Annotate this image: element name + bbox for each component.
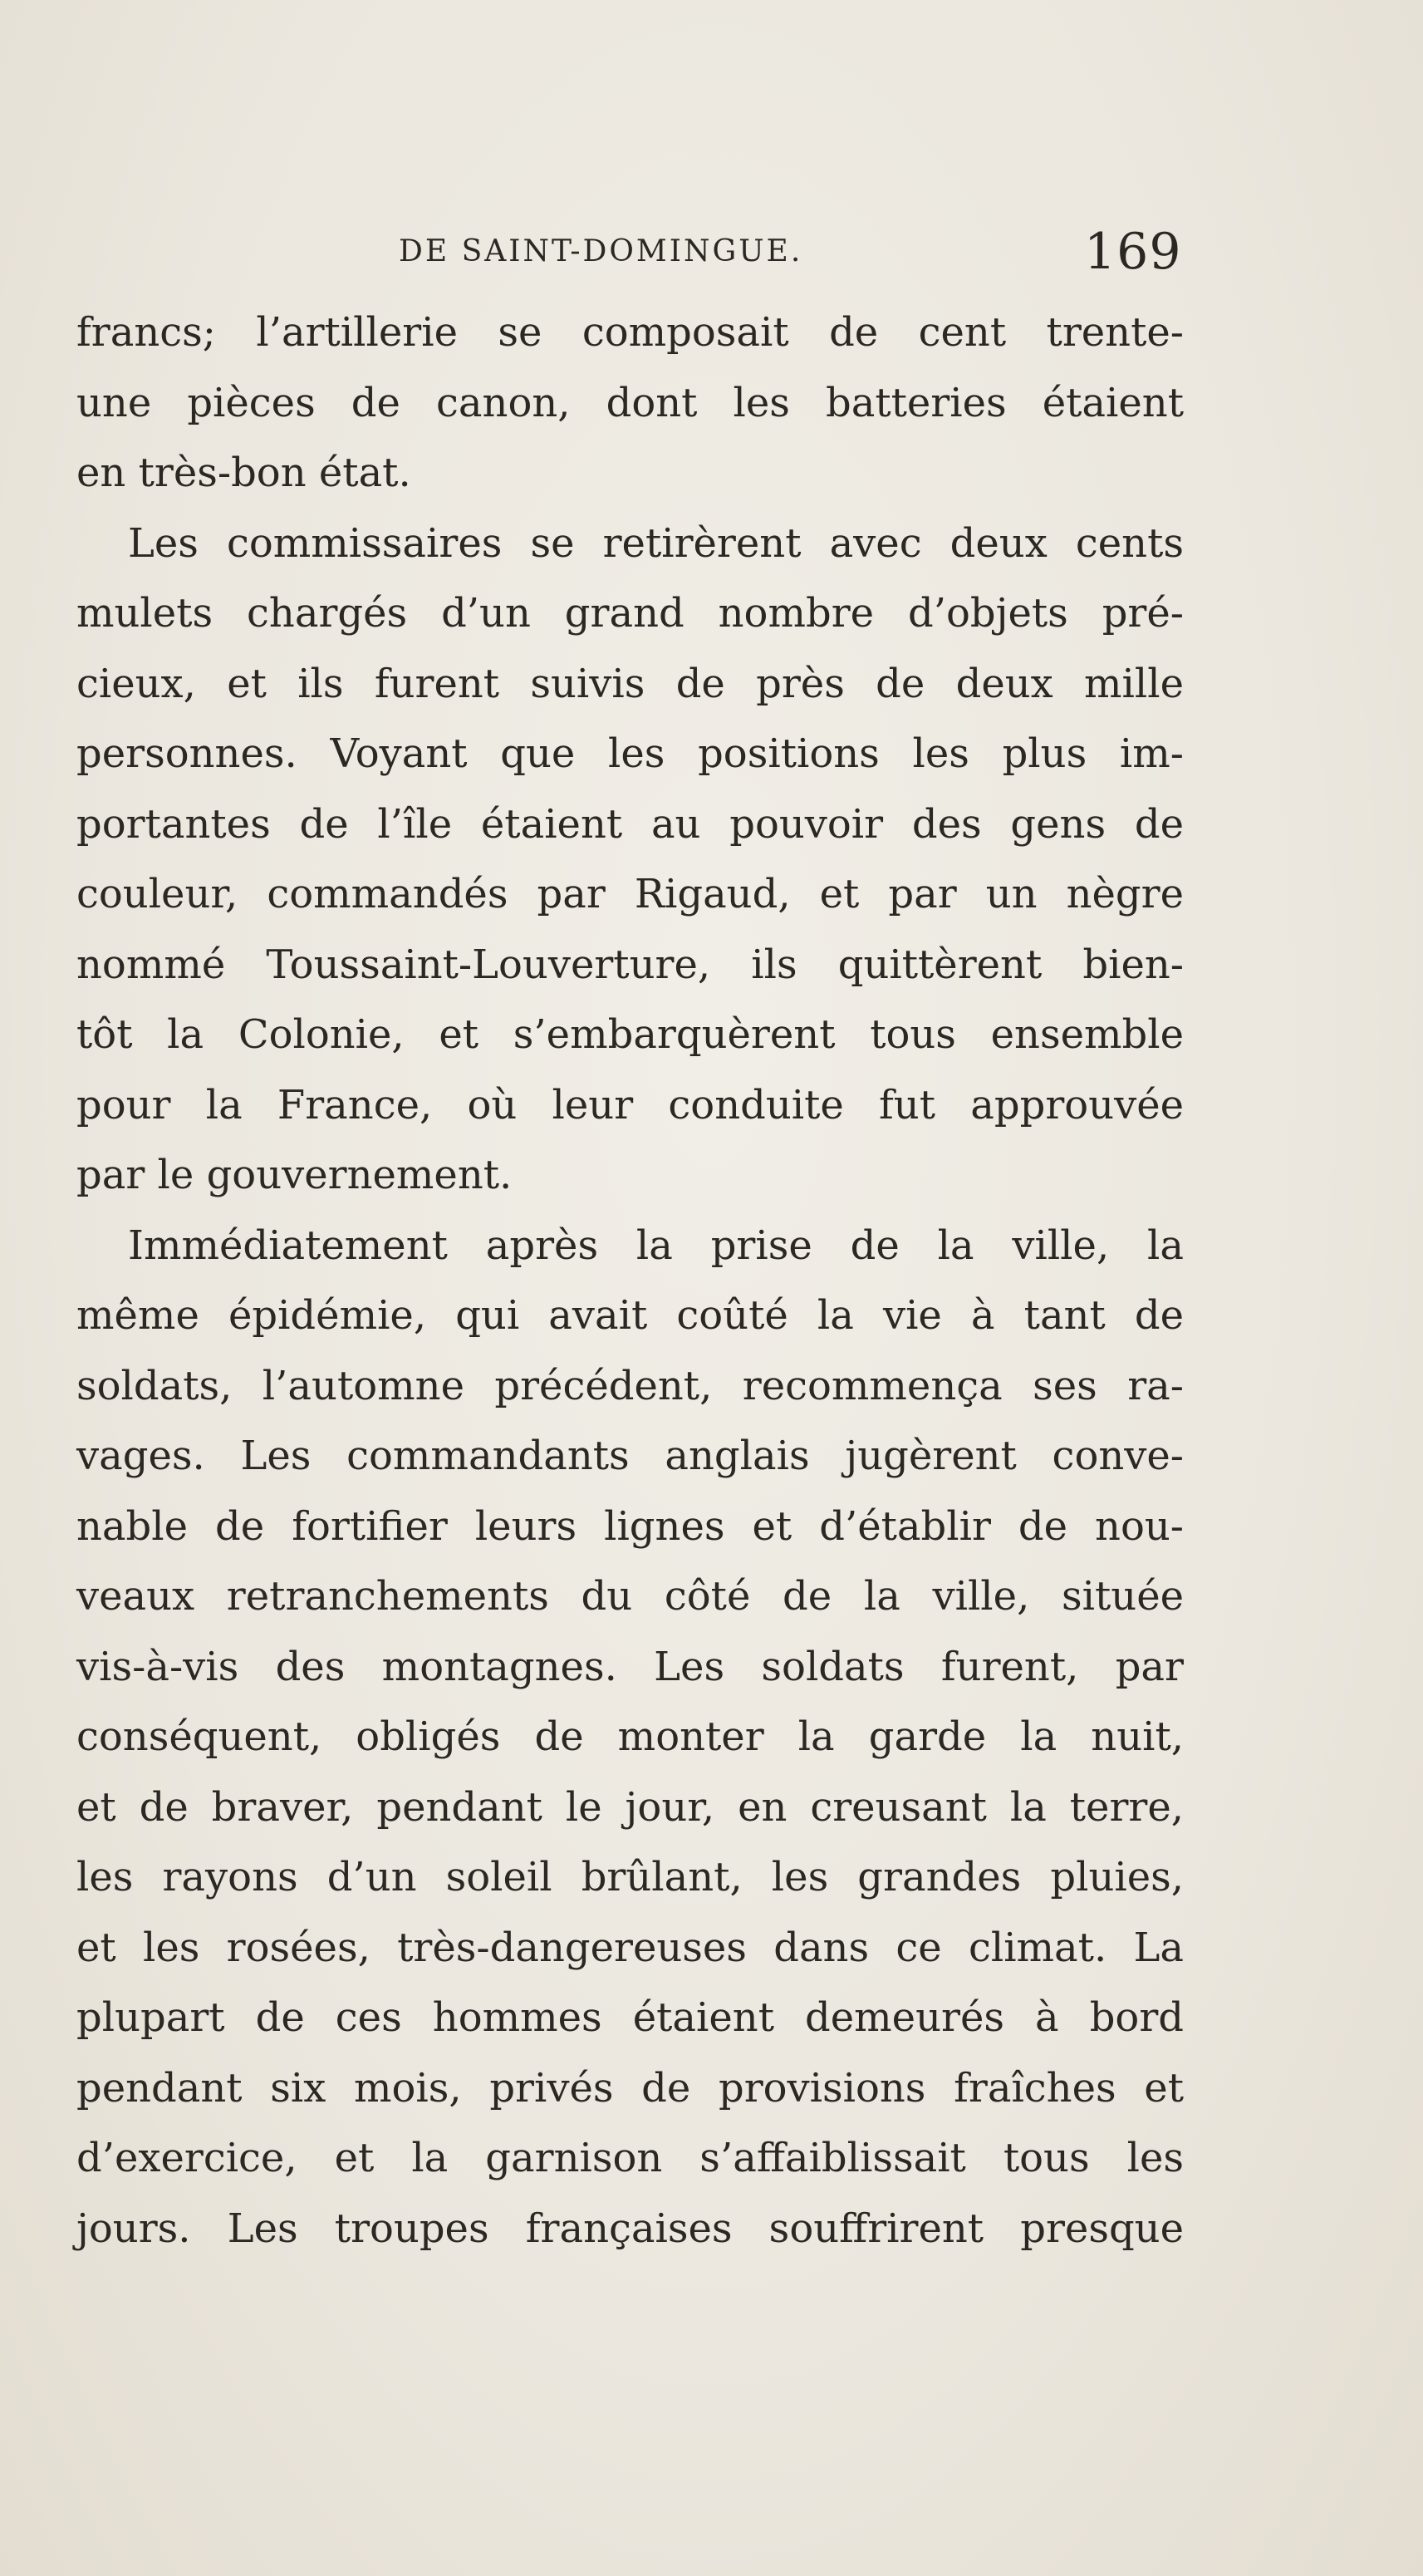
text-line: veaux retranchements du côté de la ville, située [76,1573,1184,1620]
page-number: 169 [1084,223,1182,281]
text-line: cieux, et ils furent suivis de près de deux mille [76,660,1184,707]
text-line: portantes de l’île étaient au pouvoir des gens de [76,800,1184,848]
text-line: par le gouvernement. [76,1152,513,1198]
running-head [0,223,1423,289]
text-line: même épidémie, qui avait coûté la vie à tant de [76,1292,1184,1339]
text-line: une pièces de canon, dont les batteries étaient [76,379,1184,426]
text-line: d’exercice, et la garnison s’affaiblissait tous les [76,2135,1184,2181]
running-title: DE SAINT-DOMINGUE. [399,234,803,268]
paragraph-first-line: Immédiatement après la prise de la ville, la [128,1222,1184,1269]
text-line: conséquent, obligés de monter la garde la nuit, [76,1713,1184,1760]
text-line: en très-bon état. [76,450,411,496]
text-line: pendant six mois, privés de provisions fraîches et [76,2064,1184,2111]
text-line: vages. Les commandants anglais jugèrent conve- [76,1433,1184,1479]
text-line: couleur, commandés par Rigaud, et par un nègre [76,871,1184,917]
text-line: pour la France, où leur conduite fut approuvée [76,1081,1184,1128]
text-line: tôt la Colonie, et s’embarquèrent tous ensemble [76,1011,1184,1058]
text-line: mulets chargés d’un grand nombre d’objets pré- [76,590,1184,637]
body-text [76,297,1184,2264]
text-line: jours. Les troupes françaises souffrirent presque [76,2205,1184,2252]
text-line: nable de fortifier leurs lignes et d’établir de nou- [76,1502,1184,1550]
text-line: nommé Toussaint-Louverture, ils quittèrent bien- [76,941,1184,988]
text-line: vis-à-vis des montagnes. Les soldats furent, par [76,1643,1184,1690]
text-line: et de braver, pendant le jour, en creusant la terre, [76,1783,1184,1831]
text-line: plupart de ces hommes étaient demeurés à bord [76,1994,1184,2041]
paragraph-first-line: Les commissaires se retirèrent avec deux cents [128,519,1184,567]
text-line: francs; l’artillerie se composait de cent trente- [76,309,1184,356]
text-line: les rayons d’un soleil brûlant, les grandes pluies, [76,1854,1184,1900]
text-line: et les rosées, très-dangereuses dans ce climat. La [76,1924,1184,1971]
text-line: personnes. Voyant que les positions les plus im- [76,730,1184,777]
text-line: soldats, l’automne précédent, recommença ses ra- [76,1362,1184,1409]
